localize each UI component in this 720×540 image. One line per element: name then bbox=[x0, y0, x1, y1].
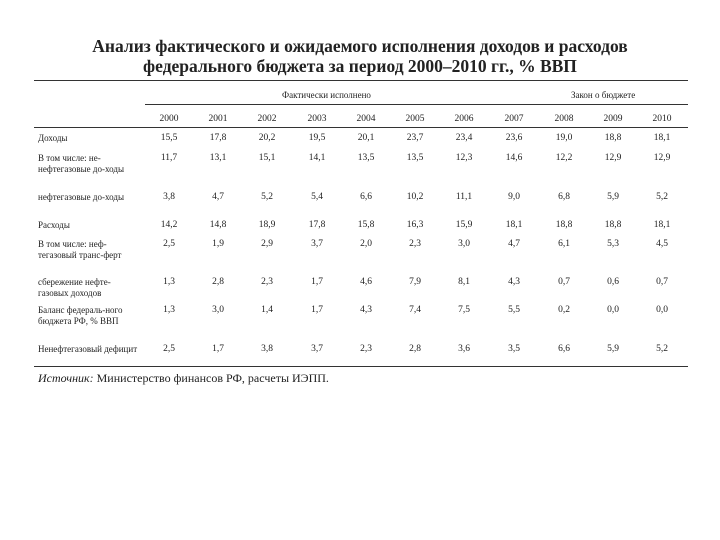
table-cell: 12,2 bbox=[555, 153, 573, 163]
table-cell: 3,5 bbox=[508, 344, 520, 354]
table-cell: 8,1 bbox=[458, 277, 470, 287]
group-header-actual: Фактически исполнено bbox=[282, 90, 371, 100]
header-group-rule bbox=[145, 104, 688, 105]
table-cell: 10,2 bbox=[406, 192, 424, 202]
table-cell: 5,5 bbox=[508, 305, 520, 315]
table-cell: 6,6 bbox=[360, 192, 372, 202]
table-cell: 5,4 bbox=[311, 192, 323, 202]
table-cell: 1,7 bbox=[311, 277, 323, 287]
row-label: Расходы bbox=[38, 220, 70, 230]
table-cell: 2,3 bbox=[360, 344, 372, 354]
table-cell: 13,1 bbox=[209, 153, 227, 163]
table-cell: 3,7 bbox=[311, 344, 323, 354]
table-cell: 0,7 bbox=[656, 277, 668, 287]
year-header-2005: 2005 bbox=[405, 114, 425, 124]
table-cell: 18,9 bbox=[258, 220, 276, 230]
table-cell: 15,8 bbox=[357, 220, 375, 230]
year-header-2000: 2000 bbox=[159, 114, 179, 124]
year-header-2001: 2001 bbox=[208, 114, 228, 124]
table-cell: 4,3 bbox=[360, 305, 372, 315]
year-header-2007: 2007 bbox=[504, 114, 524, 124]
table-cell: 2,3 bbox=[409, 239, 421, 249]
table-cell: 4,5 bbox=[656, 239, 668, 249]
table-cell: 12,3 bbox=[455, 153, 473, 163]
table-cell: 7,9 bbox=[409, 277, 421, 287]
table-cell: 13,5 bbox=[406, 153, 424, 163]
table-cell: 15,5 bbox=[160, 133, 178, 143]
table-cell: 9,0 bbox=[508, 192, 520, 202]
table-cell: 0,7 bbox=[558, 277, 570, 287]
table-cell: 18,1 bbox=[653, 133, 671, 143]
header-rule bbox=[34, 127, 688, 128]
row-label: Ненефтегазовый дефицит bbox=[38, 344, 138, 354]
year-header-2008: 2008 bbox=[554, 114, 574, 124]
table-cell: 3,7 bbox=[311, 239, 323, 249]
year-header-2004: 2004 bbox=[356, 114, 376, 124]
table-cell: 23,6 bbox=[505, 133, 523, 143]
row-label: В том числе: неф-тегазовый транс-ферт bbox=[38, 239, 122, 260]
table-cell: 14,6 bbox=[505, 153, 523, 163]
table-cell: 1,7 bbox=[311, 305, 323, 315]
table-cell: 6,8 bbox=[558, 192, 570, 202]
row-label: нефтегазовые до-ходы bbox=[38, 192, 125, 202]
table-cell: 1,7 bbox=[212, 344, 224, 354]
table-cell: 2,5 bbox=[163, 344, 175, 354]
year-header-2009: 2009 bbox=[603, 114, 623, 124]
table-cell: 5,2 bbox=[656, 192, 668, 202]
table-cell: 18,8 bbox=[555, 220, 573, 230]
row-label: Доходы bbox=[38, 133, 68, 143]
table-cell: 2,8 bbox=[409, 344, 421, 354]
year-header-2006: 2006 bbox=[454, 114, 474, 124]
table-cell: 5,9 bbox=[607, 192, 619, 202]
table-cell: 1,4 bbox=[261, 305, 273, 315]
table-cell: 13,5 bbox=[357, 153, 375, 163]
table-cell: 0,2 bbox=[558, 305, 570, 315]
title-line-2: федерального бюджета за период 2000–2010 гг., % ВВП bbox=[143, 56, 577, 76]
table-cell: 5,2 bbox=[656, 344, 668, 354]
table-cell: 18,1 bbox=[505, 220, 523, 230]
table-cell: 20,2 bbox=[258, 133, 276, 143]
table-cell: 5,2 bbox=[261, 192, 273, 202]
table-cell: 2,3 bbox=[261, 277, 273, 287]
table-cell: 3,6 bbox=[458, 344, 470, 354]
table-cell: 4,6 bbox=[360, 277, 372, 287]
table-cell: 11,1 bbox=[455, 192, 473, 202]
table-cell: 0,0 bbox=[607, 305, 619, 315]
table-cell: 16,3 bbox=[406, 220, 424, 230]
row-label: В том числе: не-нефтегазовые до-ходы bbox=[38, 153, 125, 174]
table-cell: 4,7 bbox=[508, 239, 520, 249]
table-cell: 19,0 bbox=[555, 133, 573, 143]
group-header-law: Закон о бюджете bbox=[571, 90, 636, 100]
source-note bbox=[38, 371, 329, 386]
table-cell: 11,7 bbox=[160, 153, 178, 163]
table-cell: 18,8 bbox=[604, 220, 622, 230]
bottom-rule bbox=[34, 366, 688, 367]
table-cell: 12,9 bbox=[604, 153, 622, 163]
table-cell: 2,0 bbox=[360, 239, 372, 249]
table-cell: 7,4 bbox=[409, 305, 421, 315]
source-text: Министерство финансов РФ, расчеты ИЭПП. bbox=[93, 371, 329, 385]
table-cell: 1,9 bbox=[212, 239, 224, 249]
table-cell: 2,8 bbox=[212, 277, 224, 287]
table-cell: 15,1 bbox=[258, 153, 276, 163]
table-cell: 0,0 bbox=[656, 305, 668, 315]
table-cell: 3,0 bbox=[458, 239, 470, 249]
table-cell: 5,3 bbox=[607, 239, 619, 249]
year-header-2010: 2010 bbox=[652, 114, 672, 124]
table-cell: 4,7 bbox=[212, 192, 224, 202]
table-cell: 23,7 bbox=[406, 133, 424, 143]
table-cell: 3,8 bbox=[163, 192, 175, 202]
table-cell: 2,5 bbox=[163, 239, 175, 249]
row-label: сбережение нефте-газовых доходов bbox=[38, 277, 111, 298]
table-cell: 19,5 bbox=[308, 133, 326, 143]
table-cell: 2,9 bbox=[261, 239, 273, 249]
table-cell: 17,8 bbox=[209, 133, 227, 143]
table-cell: 18,1 bbox=[653, 220, 671, 230]
row-label: Баланс федераль-ного бюджета РФ, % ВВП bbox=[38, 305, 123, 326]
table-cell: 15,9 bbox=[455, 220, 473, 230]
table-cell: 14,1 bbox=[308, 153, 326, 163]
table-cell: 20,1 bbox=[357, 133, 375, 143]
table-cell: 14,2 bbox=[160, 220, 178, 230]
table-cell: 4,3 bbox=[508, 277, 520, 287]
table-cell: 18,8 bbox=[604, 133, 622, 143]
year-header-2002: 2002 bbox=[257, 114, 277, 124]
source-label: Источник: bbox=[38, 371, 94, 385]
top-rule bbox=[34, 80, 688, 81]
table-cell: 6,1 bbox=[558, 239, 570, 249]
page-title bbox=[0, 36, 720, 76]
table-cell: 23,4 bbox=[455, 133, 473, 143]
table-cell: 14,8 bbox=[209, 220, 227, 230]
table-cell: 1,3 bbox=[163, 277, 175, 287]
table-cell: 17,8 bbox=[308, 220, 326, 230]
table-cell: 1,3 bbox=[163, 305, 175, 315]
table-cell: 7,5 bbox=[458, 305, 470, 315]
title-line-1: Анализ фактического и ожидаемого исполнения доходов и расходов bbox=[92, 36, 628, 56]
table-cell: 6,6 bbox=[558, 344, 570, 354]
table-cell: 3,8 bbox=[261, 344, 273, 354]
table-cell: 5,9 bbox=[607, 344, 619, 354]
table-cell: 12,9 bbox=[653, 153, 671, 163]
table-cell: 0,6 bbox=[607, 277, 619, 287]
year-header-2003: 2003 bbox=[307, 114, 327, 124]
table-cell: 3,0 bbox=[212, 305, 224, 315]
